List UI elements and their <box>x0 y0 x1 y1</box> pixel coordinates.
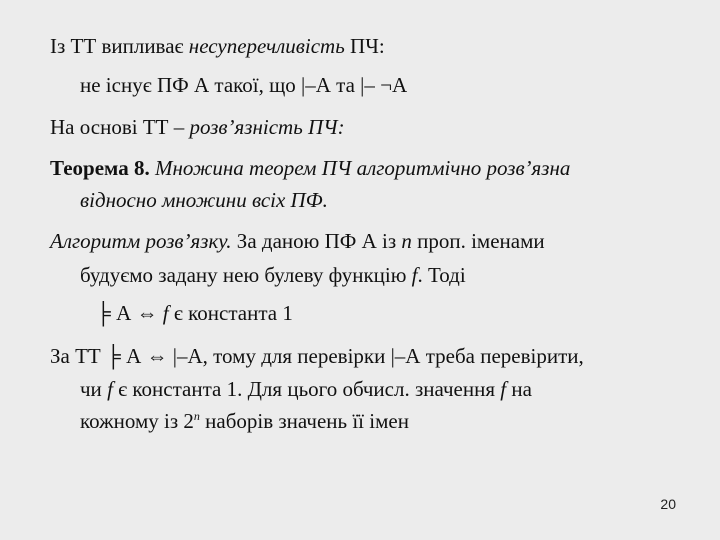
text-segment: На основі ТТ – <box>50 115 190 139</box>
algorithm-label: Алгоритм розв’язку. <box>50 229 232 253</box>
text-segment: будуємо задану нею булеву функцію <box>80 263 412 287</box>
page-number: 20 <box>660 496 676 512</box>
text-segment: ПЧ: <box>344 34 385 58</box>
text-segment: проп. іменами <box>411 229 545 253</box>
text-segment: За ТТ ╞ А ⇔ |–А, тому для перевірки |–А треба перевірити, <box>50 344 584 368</box>
text-segment: кожному із 2 <box>80 409 194 433</box>
text-line-2 <box>80 72 407 98</box>
algorithm-line-3 <box>96 300 293 326</box>
theorem-text: відносно множини всіх ПФ. <box>80 188 328 212</box>
text-segment: За даною ПФ А із <box>231 229 402 253</box>
text-line-11 <box>80 408 409 434</box>
text-line-9 <box>50 343 584 369</box>
term-consistency: несуперечливість <box>188 34 345 58</box>
text-segment: наборів значень її імен <box>199 409 409 433</box>
theorem-line-1 <box>50 155 570 181</box>
text-segment: на <box>506 377 532 401</box>
text-segment: є константа 1 <box>168 301 293 325</box>
text-line-10 <box>80 376 532 402</box>
text-segment: чи <box>80 377 108 401</box>
text-line-3 <box>50 114 345 140</box>
exponent-n: n <box>193 409 200 423</box>
variable-f: f <box>162 301 169 325</box>
text-segment: . Тоді <box>417 263 466 287</box>
theorem-line-2 <box>80 187 328 213</box>
variable-n: n <box>401 229 412 253</box>
theorem-text: Множина теорем ПЧ алгоритмічно розв’язна <box>149 156 571 180</box>
text-segment: Із ТТ випливає <box>50 34 189 58</box>
variable-f: f <box>500 377 507 401</box>
algorithm-line-1 <box>50 228 545 254</box>
variable-f: f <box>107 377 113 401</box>
variable-f: f <box>411 263 418 287</box>
term-decidability: розв’язність ПЧ: <box>189 115 345 139</box>
algorithm-line-2 <box>80 262 466 288</box>
text-line-1 <box>50 33 385 59</box>
formula-line: не існує ПФ А такої, що |–А та |– ¬А <box>80 73 408 97</box>
formula-segment: ╞ А ⇔ <box>96 301 163 325</box>
text-segment: є константа 1. Для цього обчисл. значення <box>112 377 501 401</box>
theorem-label: Теорема 8. <box>50 156 150 180</box>
